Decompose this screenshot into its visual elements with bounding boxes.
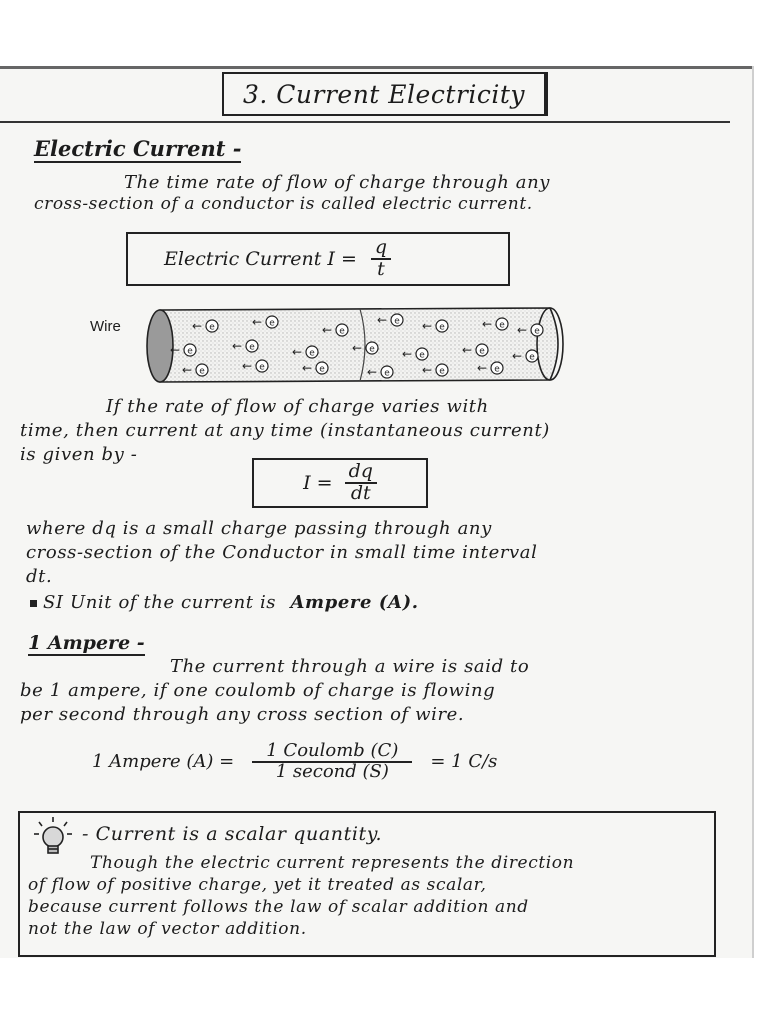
svg-text:e: e	[499, 320, 505, 331]
svg-text:e: e	[529, 352, 535, 363]
svg-text:←: ←	[182, 363, 193, 377]
svg-text:e: e	[534, 326, 540, 337]
svg-text:←: ←	[422, 319, 433, 333]
svg-text:←: ←	[322, 323, 333, 337]
electric-current-heading: Electric Current -	[34, 136, 242, 161]
where-line-2: cross-section of the Conductor in small time interval	[26, 542, 538, 563]
ampere-eq-lhs: 1 Ampere (A) =	[92, 751, 235, 773]
page-top-border	[0, 66, 752, 69]
svg-text:←: ←	[302, 361, 313, 375]
instantaneous-formula-box	[252, 458, 428, 508]
svg-text:e: e	[259, 362, 265, 373]
ampere-eq-rhs: = 1 C/s	[430, 751, 498, 773]
wire-diagram	[142, 304, 572, 388]
svg-text:←: ←	[252, 315, 263, 329]
svg-text:e: e	[209, 322, 215, 333]
bullet-square	[30, 600, 37, 607]
lightbulb-icon	[30, 815, 76, 859]
current-formula-box	[126, 232, 510, 286]
svg-text:e: e	[479, 346, 485, 357]
svg-text:←: ←	[242, 359, 253, 373]
instantaneous-formula-lhs: I =	[303, 472, 333, 494]
wire-label: Wire	[90, 318, 121, 335]
chapter-title: 3. Current Electricity	[222, 72, 548, 116]
svg-text:←: ←	[482, 317, 493, 331]
svg-text:e: e	[319, 364, 325, 375]
svg-text:e: e	[494, 364, 500, 375]
svg-text:←: ←	[402, 347, 413, 361]
svg-text:←: ←	[170, 343, 181, 357]
current-formula-label: Electric Current I =	[164, 248, 357, 270]
where-line-1: where dq is a small charge passing through any	[26, 518, 492, 539]
notebook-page	[0, 66, 754, 958]
si-unit-line: SI Unit of the current is Ampere (A).	[30, 592, 419, 613]
svg-text:←: ←	[367, 365, 378, 379]
svg-text:←: ←	[232, 339, 243, 353]
svg-text:e: e	[249, 342, 255, 353]
svg-text:←: ←	[292, 345, 303, 359]
ampere-line-1: The current through a wire is said to	[170, 656, 530, 677]
note-line-2: of flow of positive charge, yet it treated as scalar,	[28, 875, 487, 895]
note-heading: - Current is a scalar quantity.	[82, 823, 383, 845]
si-unit-value: Ampere (A).	[290, 592, 419, 613]
definition-line-2: cross-section of a conductor is called electric current.	[34, 194, 533, 214]
svg-text:←: ←	[192, 319, 203, 333]
ampere-line-2: be 1 ampere, if one coulomb of charge is flowing	[20, 680, 496, 701]
instantaneous-formula-fraction: $\frac{dq}{dt}$	[345, 462, 377, 504]
svg-text:e: e	[394, 316, 400, 327]
svg-text:←: ←	[477, 361, 488, 375]
instantaneous-line-2: time, then current at any time (instantaneous current)	[20, 420, 550, 441]
ampere-equation	[92, 742, 497, 782]
svg-text:←: ←	[377, 313, 388, 327]
svg-text:←: ←	[462, 343, 473, 357]
svg-text:←: ←	[512, 349, 523, 363]
svg-text:e: e	[419, 350, 425, 361]
svg-text:←: ←	[422, 363, 433, 377]
svg-text:e: e	[439, 322, 445, 333]
ampere-heading: 1 Ampere -	[28, 632, 145, 654]
note-line-1: Though the electric current represents the direction	[90, 853, 575, 873]
where-line-3: dt.	[26, 566, 53, 587]
instantaneous-line-3: is given by -	[20, 444, 138, 465]
svg-text:e: e	[339, 326, 345, 337]
scalar-note-box	[18, 811, 716, 957]
svg-text:e: e	[199, 366, 205, 377]
svg-text:←: ←	[352, 341, 363, 355]
svg-text:e: e	[309, 348, 315, 359]
definition-line-1: The time rate of flow of charge through any	[124, 172, 551, 193]
svg-text:e: e	[187, 346, 193, 357]
note-line-3: because current follows the law of scalar addition and	[28, 897, 529, 917]
note-line-4: not the law of vector addition.	[28, 919, 307, 939]
svg-text:e: e	[439, 366, 445, 377]
svg-text:e: e	[269, 318, 275, 329]
ampere-eq-fraction: $\frac{\text{1 Coulomb (C)}}{\text{1 second (S)}}$	[252, 742, 412, 782]
svg-text:←: ←	[517, 323, 528, 337]
ampere-line-3: per second through any cross section of wire.	[20, 704, 465, 725]
instantaneous-line-1: If the rate of flow of charge varies with	[106, 396, 489, 417]
svg-text:e: e	[384, 368, 390, 379]
title-rule	[0, 121, 730, 123]
current-formula-fraction: $\frac{q}{t}$	[371, 238, 391, 280]
svg-text:e: e	[369, 344, 375, 355]
